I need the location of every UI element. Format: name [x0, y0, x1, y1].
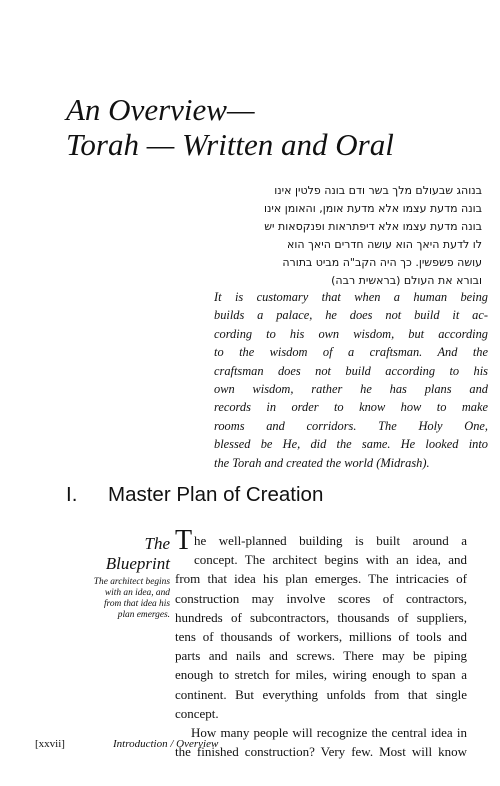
- chapter-title-line-2: Torah — Written and Oral: [66, 127, 394, 162]
- body-line: concept. The architect begins with an idea, and: [194, 552, 467, 568]
- body-line: concept.: [175, 705, 219, 721]
- epigraph-line: cording to his own wisdom, but according: [214, 326, 488, 341]
- page-footer: [35, 738, 218, 750]
- epigraph-line: craftsman does not build according to his: [214, 363, 488, 378]
- hebrew-line: לו לדעת היאך הוא עושה חדרים היאך הוא: [286, 238, 482, 251]
- body-line: parts and nails and screws. There may be piping: [175, 648, 467, 664]
- epigraph-line: rooms and corridors. The Holy One,: [214, 418, 488, 433]
- section-title: Master Plan of Creation: [108, 483, 324, 506]
- sidebar-heading-line-1: The: [144, 534, 170, 553]
- hebrew-line: בנוהג שבעולם מלך בשר ודם בונה פלטין אינו: [274, 184, 482, 197]
- sidebar-note-line: with an idea, and: [104, 588, 170, 598]
- chapter-title: [66, 92, 486, 162]
- sidebar-note-line: The architect begins: [93, 577, 170, 587]
- sidebar-note-line: plan emerges.: [117, 610, 170, 620]
- sidebar-note: [60, 577, 170, 621]
- sidebar-note-line: from that idea his: [103, 599, 170, 609]
- epigraph-line: blessed be He, did the same. He looked into: [214, 437, 488, 452]
- hebrew-line: עושה פשפשין. כך היה הקב"ה מביט בתורה: [282, 256, 482, 269]
- body-line: construction may involve scores of contractors,: [175, 590, 467, 606]
- epigraph-line: to the wisdom of a craftsman. And the: [214, 345, 488, 360]
- body-line: How many people will recognize the central idea in: [191, 725, 467, 741]
- section-heading: [66, 483, 323, 507]
- body-line: enough to stretch for miles, wiring enough to span a: [175, 667, 467, 683]
- english-epigraph: [214, 288, 488, 472]
- body-first-line: [175, 525, 467, 556]
- body-line: from that idea his plan emerges. The intricacies of: [175, 571, 467, 587]
- epigraph-line: records in order to know how to make: [214, 400, 488, 415]
- epigraph-line: It is customary that when a human being: [214, 290, 488, 304]
- chapter-title-line-1: An Overview—: [66, 92, 255, 127]
- epigraph-line: own wisdom, rather he has plans and: [214, 382, 488, 397]
- sidebar-heading: [80, 534, 170, 574]
- hebrew-epigraph: [210, 182, 482, 290]
- body-line: the finished construction? Very few. Most will know: [175, 744, 467, 760]
- epigraph-line: builds a palace, he does not build it ac-: [214, 308, 488, 323]
- hebrew-line: בונה מדעת עצמו אלא מדעת אומן, והאומן אינו: [264, 202, 482, 215]
- page-number: [xxvii]: [35, 738, 65, 750]
- body-first-line-text: he well-planned building is built around a: [194, 533, 467, 548]
- hebrew-line: ובורא את העולם (בראשית רבה): [331, 274, 482, 287]
- body-line: continent. But everything unfolds from that single: [175, 686, 467, 702]
- body-line: hundreds of subcontractors, thousands of suppliers,: [175, 609, 467, 625]
- drop-cap: T: [175, 525, 193, 556]
- body-line: tens of thousands of workers, millions of tools and: [175, 629, 467, 645]
- running-footer: Introduction / Overview: [113, 738, 219, 750]
- sidebar-heading-line-2: Blueprint: [105, 554, 170, 573]
- epigraph-line: the Torah and created the world (Midrash).: [214, 455, 430, 470]
- body-text: [175, 525, 467, 761]
- hebrew-line: בונה מדעת עצמו אלא דיפתראות ופנקסאות יש: [264, 220, 482, 233]
- section-number: I.: [66, 483, 78, 506]
